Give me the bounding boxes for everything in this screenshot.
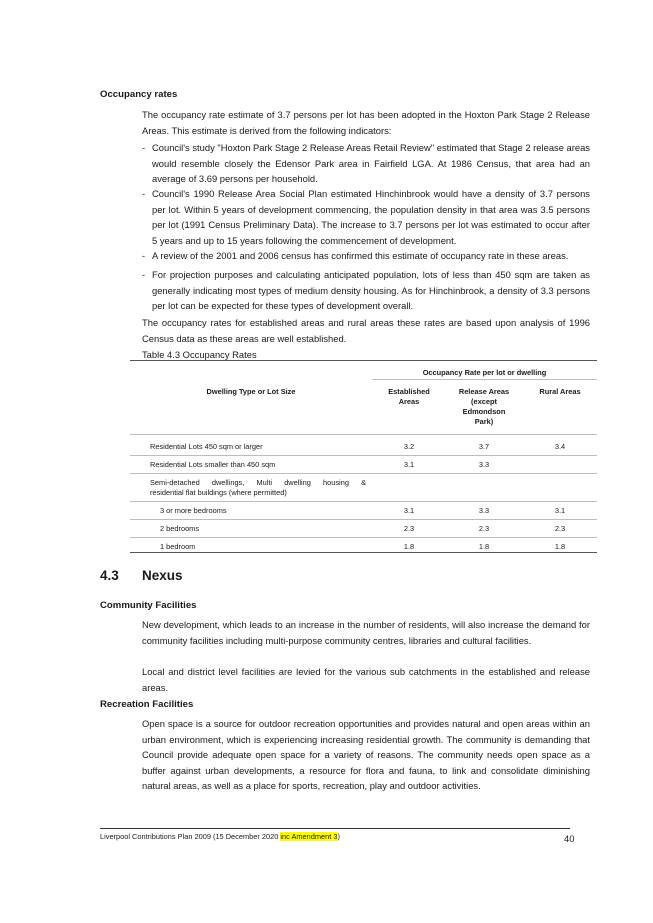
table-header-rule xyxy=(130,434,597,435)
table-cell-release: 3.3 xyxy=(478,460,490,469)
table-cell-rural: 2.3 xyxy=(554,524,566,533)
table-cell-rural: 3.1 xyxy=(554,506,566,515)
bullet-dash: - xyxy=(142,269,146,280)
table-row-label: 2 bedrooms xyxy=(160,524,200,533)
table-cell-release: 3.3 xyxy=(478,506,490,515)
table-row-rule xyxy=(130,455,597,456)
table-col-release xyxy=(452,387,516,427)
col-release-line: Park) xyxy=(474,417,494,426)
table-caption: Table 4.3 Occupancy Rates xyxy=(142,349,257,360)
table-group-header: Occupancy Rate per lot or dwelling xyxy=(422,368,547,377)
table-cell-rural: 1.8 xyxy=(554,542,566,551)
recreation-heading: Recreation Facilities xyxy=(100,699,194,710)
page-number: 40 xyxy=(564,833,575,844)
col-established-line: Areas xyxy=(398,397,420,406)
community-paragraph-2: Local and district level facilities are levied for the various sub catchments in the established and release areas. xyxy=(142,666,590,693)
bullet-item xyxy=(142,267,590,313)
table-cell-release: 2.3 xyxy=(478,524,490,533)
col-release-line: Release Areas xyxy=(458,387,510,396)
recreation-paragraph: Open space is a source for outdoor recreation opportunities and provides natural and open areas within an urban environment, which is experiencing increasing residential growth. The community is demanding that Council provide adequate open space for a variety of reasons. The community needs open space as a buffer against urban developments, a resource for flora and fauna, to link and consolidate diminishing natural areas, as well as a place for sports, recreation, play and outdoor activities. xyxy=(142,718,590,792)
table-top-rule xyxy=(130,360,597,361)
occupancy-heading: Occupancy rates xyxy=(100,89,178,100)
footer-close-paren: ) xyxy=(337,832,340,841)
col-release-line: Edmondson xyxy=(462,407,506,416)
table-row-rule xyxy=(130,473,597,474)
bullet-text: Council's study "Hoxton Park Stage 2 Release Areas Retail Review" estimated that Stage 2 release areas would resemble closely the Edensor Park area in Fairfield LGA. At 1986 Census, that area had an average of 3.69 persons per household. xyxy=(152,142,590,185)
footer-title: Liverpool Contributions Plan 2009 (15 December 2020 xyxy=(100,832,281,841)
table-group-rule xyxy=(372,379,597,380)
bullet-item xyxy=(142,140,590,186)
occupancy-closing: The occupancy rates for established areas and rural areas these rates are based upon analysis of 1996 Census data as these areas are well established. xyxy=(142,317,590,344)
col-established-line: Established xyxy=(388,387,430,396)
footer-rule xyxy=(100,828,570,829)
table-row-group-label xyxy=(150,478,366,498)
bullet-dash: - xyxy=(142,188,146,199)
table-row-rule xyxy=(130,537,597,538)
bullet-item xyxy=(142,186,590,248)
table-cell-rural: 3.4 xyxy=(554,442,566,451)
table-row-label: 3 or more bedrooms xyxy=(160,506,227,515)
bullet-dash: - xyxy=(142,142,146,153)
bullet-text: Council's 1990 Release Area Social Plan estimated Hinchinbrook would have a density of 3.7 persons per lot. Within 5 years of development commencing, the population density in that area was 3.5 persons per lot (1991 Census Preliminary Data). The increase to 3.7 persons per lot was estimated to occur after 5 years and up to 15 years following the commencement of development. xyxy=(152,188,590,246)
bullet-dash: - xyxy=(142,250,146,261)
table-cell-established: 3.1 xyxy=(403,460,415,469)
table-cell-release: 3.7 xyxy=(478,442,490,451)
table-row-rule xyxy=(130,501,597,502)
bullet-text: A review of the 2001 and 2006 census has confirmed this estimate of occupancy rate in these areas. xyxy=(152,250,569,261)
bullet-item xyxy=(142,248,590,265)
table-row-label: Residential Lots 450 sqm or larger xyxy=(150,442,263,451)
section-title: Nexus xyxy=(142,568,183,583)
group-label-line: residential flat buildings (where permitted) xyxy=(150,488,287,497)
footer-amendment-highlight: inc Amendment 3 xyxy=(280,832,338,841)
table-col-type: Dwelling Type or Lot Size xyxy=(206,387,296,396)
table-row-label: 1 bedroom xyxy=(160,542,196,551)
bullet-text: For projection purposes and calculating anticipated population, lots of less than 450 sqm are taken as generally indicating most types of medium density housing. As for Hinchinbrook, a density of 3.3 persons per lot can be expected for these types of development overall. xyxy=(152,269,590,312)
table-bottom-rule xyxy=(130,552,597,553)
table-row-rule xyxy=(130,519,597,520)
table-cell-release: 1.8 xyxy=(478,542,490,551)
community-heading: Community Facilities xyxy=(100,600,197,611)
table-cell-established: 3.1 xyxy=(403,506,415,515)
community-paragraph-1: New development, which leads to an increase in the number of residents, will also increase the demand for community facilities including multi-purpose community centres, libraries and cultural facilities. xyxy=(142,619,590,646)
footer-text xyxy=(100,832,340,841)
group-label-line: Semi-detached dwellings, Multi dwelling housing & xyxy=(150,478,366,487)
table-cell-established: 2.3 xyxy=(403,524,415,533)
table-cell-established: 3.2 xyxy=(403,442,415,451)
table-col-established xyxy=(380,387,438,407)
table-col-rural: Rural Areas xyxy=(539,387,581,396)
table-row-label: Residential Lots smaller than 450 sqm xyxy=(150,460,276,469)
section-number: 4.3 xyxy=(100,568,119,583)
col-release-line: (except xyxy=(471,397,497,406)
table-cell-established: 1.8 xyxy=(403,542,415,551)
occupancy-intro: The occupancy rate estimate of 3.7 persons per lot has been adopted in the Hoxton Park Stage 2 Release Areas. This estimate is derived from the following indicators: xyxy=(142,109,590,136)
